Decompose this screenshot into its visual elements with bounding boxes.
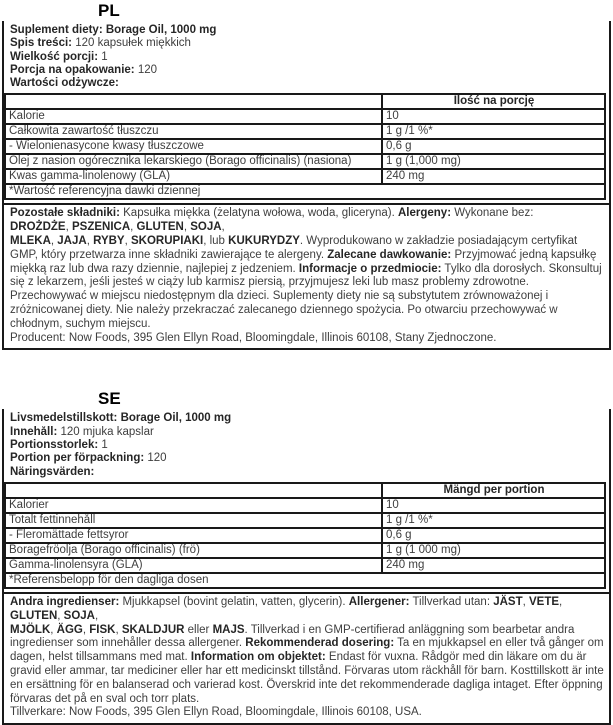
pl-section-title: PL bbox=[98, 1, 120, 20]
info-value: 1 bbox=[98, 439, 108, 452]
info-label: Portion per förpackning: bbox=[10, 452, 145, 465]
info-value: 120 bbox=[134, 63, 158, 76]
text-run: , bbox=[559, 595, 563, 608]
se-bordered-frame bbox=[2, 409, 611, 725]
nutrient-row bbox=[5, 543, 605, 558]
bold-text-run: JAJA bbox=[57, 235, 87, 248]
nutrient-name-cell: - Fleromättade fettsyror bbox=[5, 528, 382, 543]
nutrient-name-cell: Boragefröolja (Borago officinalis) (frö) bbox=[5, 543, 382, 558]
info-line bbox=[10, 439, 605, 452]
pl-info-block bbox=[4, 21, 609, 93]
text-run: , bbox=[65, 221, 72, 234]
text-run: . Tillverkad i en GMP-certifierad anläggning som bearbetar andra ingredienser som innehåller dessa allergener. bbox=[10, 623, 575, 650]
nutrient-name-cell: Całkowita zawartość tłuszczu bbox=[5, 124, 382, 139]
nutrient-amount-cell: 10 bbox=[382, 498, 605, 513]
empty-header-cell bbox=[5, 94, 382, 109]
text-run: , bbox=[57, 609, 64, 622]
info-label: Portionsstorlek: bbox=[10, 439, 99, 452]
info-value: 120 kapsułek miękkich bbox=[72, 37, 191, 50]
text-run: Producent: Now Foods, 395 Glen Ellyn Road, Bloomingdale, Illinois 60108, Stany Zjednoczone. bbox=[10, 331, 497, 344]
info-line bbox=[10, 77, 605, 90]
bold-text-run: SOJA bbox=[190, 221, 222, 234]
bold-text-run: MAJS bbox=[212, 623, 245, 636]
info-line bbox=[10, 466, 605, 479]
nutrient-row bbox=[5, 558, 605, 573]
text-run: Ta en mjukkapsel en eller två gånger om dagen, helst tillsammans med mat. bbox=[10, 637, 604, 664]
info-value: Borage Oil, 1000 mg bbox=[102, 24, 217, 36]
info-value: 120 mjuka kapslar bbox=[57, 425, 154, 438]
footnote-cell: *Wartość referencyjna dawki dziennej bbox=[5, 184, 605, 199]
amount-header-cell: Mängd per portion bbox=[382, 483, 605, 498]
bold-text-run: MJÖLK bbox=[10, 623, 51, 636]
text-run: , bbox=[124, 235, 131, 248]
se-section-title: SE bbox=[98, 389, 121, 409]
nutrient-amount-cell: 1 g (1,000 mg) bbox=[382, 154, 605, 169]
bold-text-run: Andra ingredienser: bbox=[10, 595, 120, 608]
text-run: , bbox=[95, 609, 99, 622]
info-value: Borage Oil, 1000 mg bbox=[117, 412, 232, 425]
bold-text-run: KUKURYDZY bbox=[228, 235, 300, 248]
info-value: 1 bbox=[98, 50, 108, 63]
info-label: Spis treści: bbox=[10, 37, 72, 50]
nutrient-row bbox=[5, 513, 605, 528]
text-run: , bbox=[115, 623, 122, 636]
bold-text-run: PSZENICA bbox=[71, 221, 131, 234]
nutrient-amount-cell: 0,6 g bbox=[382, 528, 605, 543]
bold-text-run: Zalecane dawkowanie: bbox=[327, 248, 452, 261]
info-line bbox=[10, 452, 605, 465]
bold-text-run: SKORUPIAKI bbox=[131, 235, 204, 248]
bold-text-run: GLUTEN bbox=[10, 609, 58, 622]
bold-text-run: JÄST bbox=[493, 595, 523, 608]
text-run: Przyjmować jedną kapsułkę miękką raz lub dwa razy dziennie, najlepiej z jedzeniem. bbox=[10, 248, 597, 275]
se-info-block bbox=[4, 409, 609, 481]
info-line bbox=[10, 37, 605, 50]
text-run: Tylko dla dorosłych. Skonsultuj się z lekarzem, jeśli jesteś w ciąży lub karmisz piersią, przyjmujesz leki lub masz problemy zdrowotne. Przechowywać w miejscu niedostępnym dla dzieci. Suplementy diety nie są substytutem zrównoważonej i zróżnicowanej diety. Nie należy przekraczać zalecanego dziennego spożycia. Po otwarciu przechowywać w chłodnym, suchym miejscu. bbox=[10, 262, 602, 330]
nutrient-name-cell: Kalorie bbox=[5, 109, 382, 124]
se-section bbox=[0, 388, 613, 725]
nutrient-name-cell: Totalt fettinnehåll bbox=[5, 513, 382, 528]
info-label: Näringsvärden: bbox=[10, 465, 95, 478]
text-run: Endast för vuxna. Rådgör med din läkare om du är gravid eller ammar, tar mediciner eller har ett medicinskt tillstånd. Förvaras utom räckhåll för barn. Kosttillskott är inte en ersättning för en balanserad och varierad kost. Överskrid inte det rekommenderade dagliga intaget. Efter öppning förvaras det på en sval och torr plats. bbox=[10, 651, 604, 705]
nutrient-row bbox=[5, 528, 605, 543]
text-run: , bbox=[50, 623, 57, 636]
text-run: , bbox=[183, 221, 191, 234]
bold-text-run: Information om objektet: bbox=[190, 651, 326, 664]
info-line bbox=[10, 24, 605, 37]
text-run: . Wyprodukowano w zakładzie posiadającym certyfikat GMP, który przetwarza inne składniki zawierające te alergeny. bbox=[10, 235, 578, 261]
nutrient-name-cell: Kwas gamma-linolenowy (GLA) bbox=[5, 169, 382, 184]
bold-text-run: MLEKA bbox=[10, 235, 51, 248]
nutrient-amount-cell: 1 g /1 %* bbox=[382, 513, 605, 528]
text-run: Tillverkare: Now Foods, 395 Glen Ellyn Road, Bloomingdale, Illinois 60108, USA. bbox=[10, 706, 422, 719]
text-run: eller bbox=[184, 623, 213, 636]
bold-text-run: Rekommenderad dosering: bbox=[245, 637, 395, 650]
nutrient-row bbox=[5, 154, 605, 169]
info-label: Porcja na opakowanie: bbox=[10, 63, 135, 76]
text-run: , bbox=[221, 221, 225, 234]
info-line bbox=[10, 412, 605, 425]
info-value: 120 bbox=[144, 452, 167, 465]
se-nutrition-table bbox=[4, 482, 606, 589]
info-line bbox=[10, 64, 605, 77]
amount-header-cell: Ilość na porcję bbox=[382, 94, 605, 109]
nutrient-amount-cell: 240 mg bbox=[382, 558, 605, 573]
bold-text-run: GLUTEN bbox=[136, 221, 184, 234]
se-details-paragraph bbox=[4, 592, 609, 725]
text-run: Tillverkad utan: bbox=[409, 595, 494, 608]
nutrient-name-cell: - Wielonienasycone kwasy tłuszczowe bbox=[5, 139, 382, 154]
text-run: , lub bbox=[203, 235, 229, 248]
pl-details-paragraph bbox=[4, 203, 609, 350]
nutrient-row bbox=[5, 139, 605, 154]
nutrient-amount-cell: 0,6 g bbox=[382, 139, 605, 154]
pl-nutrition-table bbox=[4, 93, 606, 200]
pl-bordered-frame bbox=[2, 21, 611, 350]
text-run: , bbox=[86, 235, 94, 248]
text-run: , bbox=[130, 221, 137, 234]
bold-text-run: SOJA bbox=[63, 609, 95, 622]
bold-text-run: ÄGG bbox=[56, 623, 83, 636]
nutrient-name-cell: Gamma-linolensyra (GLA) bbox=[5, 558, 382, 573]
table-header-row bbox=[5, 483, 605, 498]
empty-header-cell bbox=[5, 483, 382, 498]
info-label: Suplement diety: bbox=[10, 24, 103, 36]
info-label: Innehåll: bbox=[10, 425, 58, 438]
info-line bbox=[10, 51, 605, 64]
bold-text-run: FISK bbox=[89, 623, 116, 636]
info-line bbox=[10, 426, 605, 439]
nutrient-row bbox=[5, 109, 605, 124]
bold-text-run: Alergeny: bbox=[397, 207, 452, 220]
nutrient-name-cell: Olej z nasion ogórecznika lekarskiego (Borago officinalis) (nasiona) bbox=[5, 154, 382, 169]
footnote-cell: *Referensbelopp för den dagliga dosen bbox=[5, 573, 605, 588]
footnote-row bbox=[5, 184, 605, 199]
footnote-row bbox=[5, 573, 605, 588]
info-label: Livsmedelstillskott: bbox=[10, 412, 118, 425]
nutrient-row bbox=[5, 124, 605, 139]
nutrient-amount-cell: 10 bbox=[382, 109, 605, 124]
bold-text-run: DROŻDŻE bbox=[10, 221, 66, 234]
nutrient-amount-cell: 1 g /1 %* bbox=[382, 124, 605, 139]
bold-text-run: SKALDJUR bbox=[121, 623, 185, 636]
info-label: Wielkość porcji: bbox=[10, 50, 99, 63]
bold-text-run: RYBY bbox=[93, 235, 125, 248]
bold-text-run: VETE bbox=[529, 595, 560, 608]
nutrient-name-cell: Kalorier bbox=[5, 498, 382, 513]
bold-text-run: Pozostałe składniki: bbox=[10, 207, 120, 220]
text-run: , bbox=[82, 623, 90, 636]
pl-section bbox=[0, 0, 613, 350]
text-run: Kapsułka miękka (żelatyna wołowa, woda, gliceryna). bbox=[119, 207, 398, 220]
nutrient-amount-cell: 240 mg bbox=[382, 169, 605, 184]
nutrient-amount-cell: 1 g (1 000 mg) bbox=[382, 543, 605, 558]
text-run: , bbox=[522, 595, 529, 608]
nutrient-row bbox=[5, 169, 605, 184]
info-label: Wartości odżywcze: bbox=[10, 77, 119, 90]
table-header-row bbox=[5, 94, 605, 109]
text-run: Mjukkapsel (bovint gelatin, vatten, glycerin). bbox=[119, 595, 349, 608]
bold-text-run: Allergener: bbox=[348, 595, 410, 608]
nutrient-row bbox=[5, 498, 605, 513]
bold-text-run: Informacje o przedmiocie: bbox=[298, 262, 442, 275]
text-run: Wykonane bez: bbox=[451, 207, 534, 220]
text-run: , bbox=[50, 235, 58, 248]
